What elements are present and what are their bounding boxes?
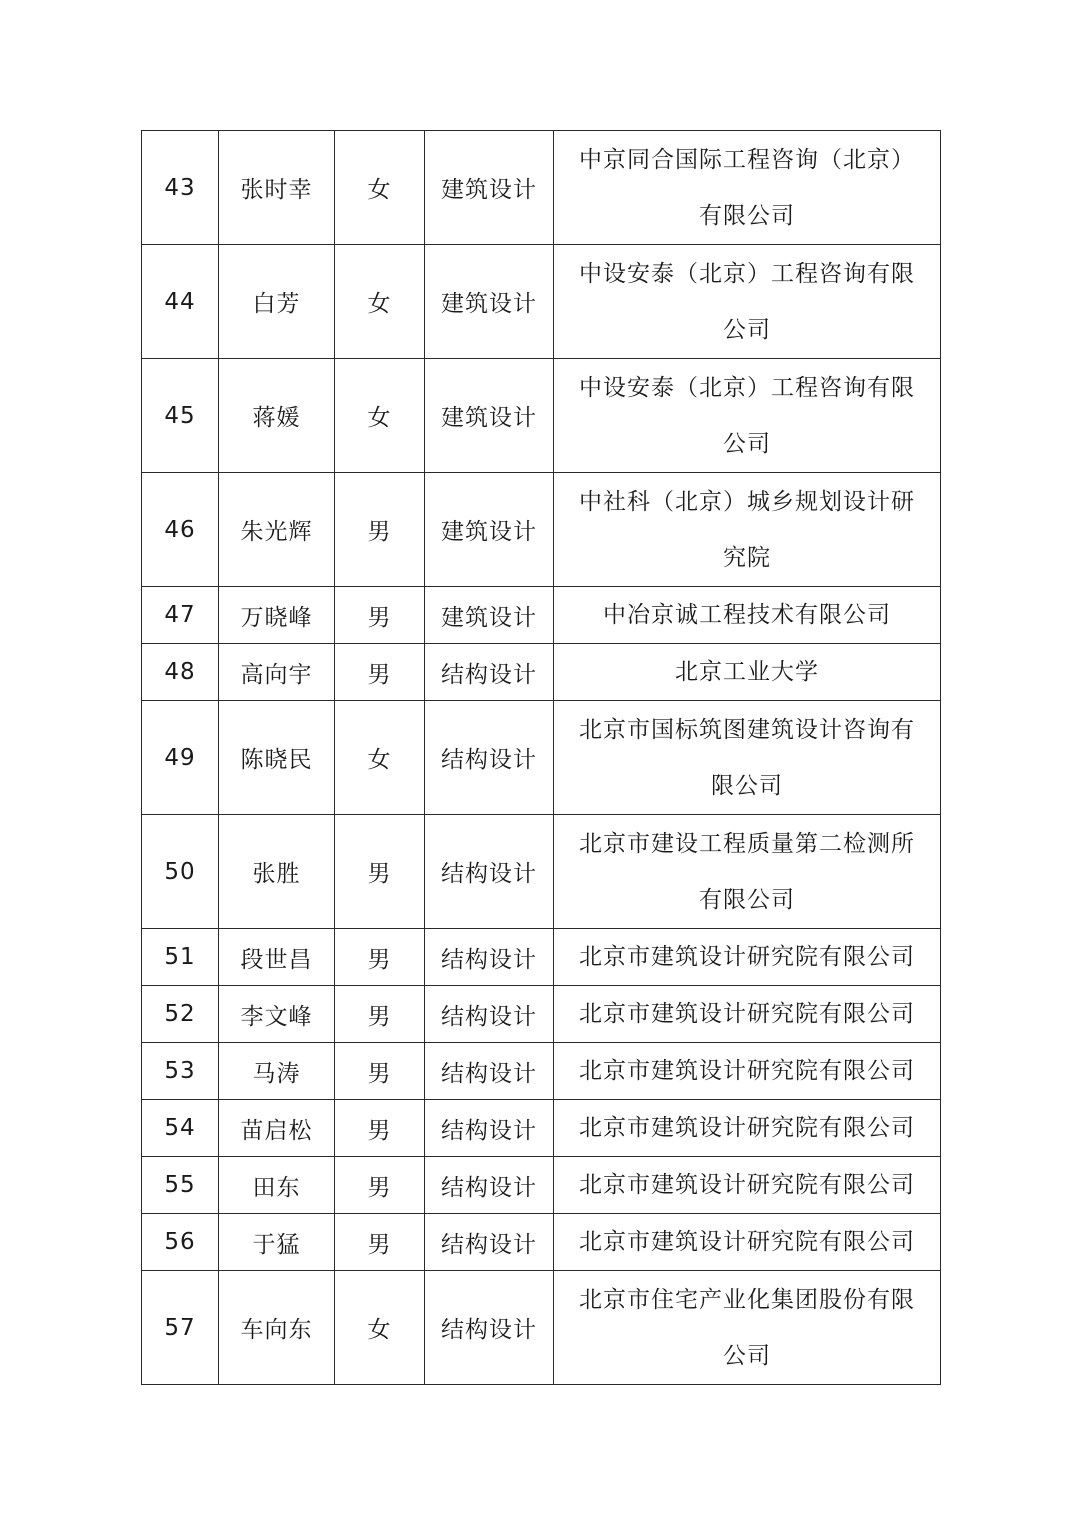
company-line: 有限公司 [699, 886, 795, 913]
company-line: 中京同合国际工程咨询（北京） [579, 146, 915, 173]
gender-cell: 女 [335, 245, 425, 359]
row-number-cell: 44 [142, 245, 219, 359]
gender-cell: 女 [335, 131, 425, 245]
company-cell [554, 1157, 941, 1214]
gender-cell: 男 [335, 1157, 425, 1214]
table-row [142, 1043, 941, 1100]
company-cell [554, 1043, 941, 1100]
row-number-cell: 50 [142, 815, 219, 929]
row-number-cell: 47 [142, 587, 219, 644]
company-line: 北京工业大学 [675, 659, 819, 685]
company-line: 中设安泰（北京）工程咨询有限 [579, 260, 915, 287]
company-line: 公司 [723, 316, 771, 343]
roster-table [141, 130, 941, 1385]
table-row [142, 587, 941, 644]
row-number-cell: 52 [142, 986, 219, 1043]
name-cell: 张胜 [219, 815, 335, 929]
company-cell [554, 929, 941, 986]
row-number-cell: 55 [142, 1157, 219, 1214]
table-row [142, 1100, 941, 1157]
company-cell [554, 644, 941, 701]
row-number-cell: 49 [142, 701, 219, 815]
company-line: 有限公司 [699, 202, 795, 229]
major-cell: 结构设计 [425, 701, 554, 815]
company-cell [554, 359, 941, 473]
company-line: 北京市建筑设计研究院有限公司 [579, 1058, 915, 1084]
row-number-cell: 53 [142, 1043, 219, 1100]
gender-cell: 男 [335, 815, 425, 929]
company-cell [554, 1271, 941, 1385]
company-line: 中社科（北京）城乡规划设计研 [579, 488, 915, 515]
table-row [142, 245, 941, 359]
company-cell [554, 986, 941, 1043]
major-cell: 结构设计 [425, 929, 554, 986]
company-cell [554, 245, 941, 359]
roster-table-body [142, 131, 941, 1385]
company-cell [554, 701, 941, 815]
table-row [142, 473, 941, 587]
table-row [142, 815, 941, 929]
row-number-cell: 46 [142, 473, 219, 587]
name-cell: 高向宇 [219, 644, 335, 701]
name-cell: 李文峰 [219, 986, 335, 1043]
gender-cell: 男 [335, 986, 425, 1043]
row-number-cell: 45 [142, 359, 219, 473]
company-line: 究院 [723, 544, 771, 571]
name-cell: 朱光辉 [219, 473, 335, 587]
gender-cell: 男 [335, 1214, 425, 1271]
gender-cell: 女 [335, 1271, 425, 1385]
company-line: 北京市建设工程质量第二检测所 [579, 830, 915, 857]
major-cell: 建筑设计 [425, 131, 554, 245]
gender-cell: 男 [335, 644, 425, 701]
table-row [142, 131, 941, 245]
major-cell: 建筑设计 [425, 587, 554, 644]
company-line: 北京市建筑设计研究院有限公司 [579, 1172, 915, 1198]
row-number-cell: 56 [142, 1214, 219, 1271]
major-cell: 结构设计 [425, 1043, 554, 1100]
row-number-cell: 51 [142, 929, 219, 986]
table-row [142, 1157, 941, 1214]
name-cell: 白芳 [219, 245, 335, 359]
gender-cell: 女 [335, 359, 425, 473]
table-row [142, 359, 941, 473]
table-row [142, 644, 941, 701]
name-cell: 段世昌 [219, 929, 335, 986]
table-row [142, 986, 941, 1043]
major-cell: 结构设计 [425, 1214, 554, 1271]
name-cell: 于猛 [219, 1214, 335, 1271]
company-line: 北京市住宅产业化集团股份有限 [579, 1286, 915, 1313]
company-line: 北京市建筑设计研究院有限公司 [579, 1001, 915, 1027]
company-cell [554, 473, 941, 587]
company-cell [554, 815, 941, 929]
row-number-cell: 48 [142, 644, 219, 701]
gender-cell: 男 [335, 473, 425, 587]
company-line: 北京市国标筑图建筑设计咨询有 [579, 716, 915, 743]
major-cell: 结构设计 [425, 1157, 554, 1214]
row-number-cell: 43 [142, 131, 219, 245]
gender-cell: 男 [335, 587, 425, 644]
row-number-cell: 57 [142, 1271, 219, 1385]
company-line: 限公司 [711, 772, 783, 799]
major-cell: 结构设计 [425, 1100, 554, 1157]
name-cell: 张时幸 [219, 131, 335, 245]
name-cell: 苗启松 [219, 1100, 335, 1157]
company-cell [554, 1100, 941, 1157]
company-line: 中冶京诚工程技术有限公司 [603, 602, 891, 628]
name-cell: 马涛 [219, 1043, 335, 1100]
gender-cell: 男 [335, 1100, 425, 1157]
company-cell [554, 1214, 941, 1271]
table-row [142, 929, 941, 986]
table-row [142, 1271, 941, 1385]
company-line: 中设安泰（北京）工程咨询有限 [579, 374, 915, 401]
company-line: 北京市建筑设计研究院有限公司 [579, 944, 915, 970]
major-cell: 结构设计 [425, 644, 554, 701]
table-row [142, 1214, 941, 1271]
company-cell [554, 587, 941, 644]
gender-cell: 男 [335, 1043, 425, 1100]
document-page [141, 130, 940, 1385]
name-cell: 田东 [219, 1157, 335, 1214]
major-cell: 结构设计 [425, 1271, 554, 1385]
name-cell: 蒋媛 [219, 359, 335, 473]
company-line: 北京市建筑设计研究院有限公司 [579, 1115, 915, 1141]
major-cell: 结构设计 [425, 815, 554, 929]
company-line: 北京市建筑设计研究院有限公司 [579, 1229, 915, 1255]
company-line: 公司 [723, 1342, 771, 1369]
name-cell: 万晓峰 [219, 587, 335, 644]
company-cell [554, 131, 941, 245]
gender-cell: 男 [335, 929, 425, 986]
major-cell: 建筑设计 [425, 473, 554, 587]
name-cell: 车向东 [219, 1271, 335, 1385]
major-cell: 建筑设计 [425, 245, 554, 359]
table-row [142, 701, 941, 815]
major-cell: 建筑设计 [425, 359, 554, 473]
row-number-cell: 54 [142, 1100, 219, 1157]
name-cell: 陈晓民 [219, 701, 335, 815]
gender-cell: 女 [335, 701, 425, 815]
major-cell: 结构设计 [425, 986, 554, 1043]
company-line: 公司 [723, 430, 771, 457]
